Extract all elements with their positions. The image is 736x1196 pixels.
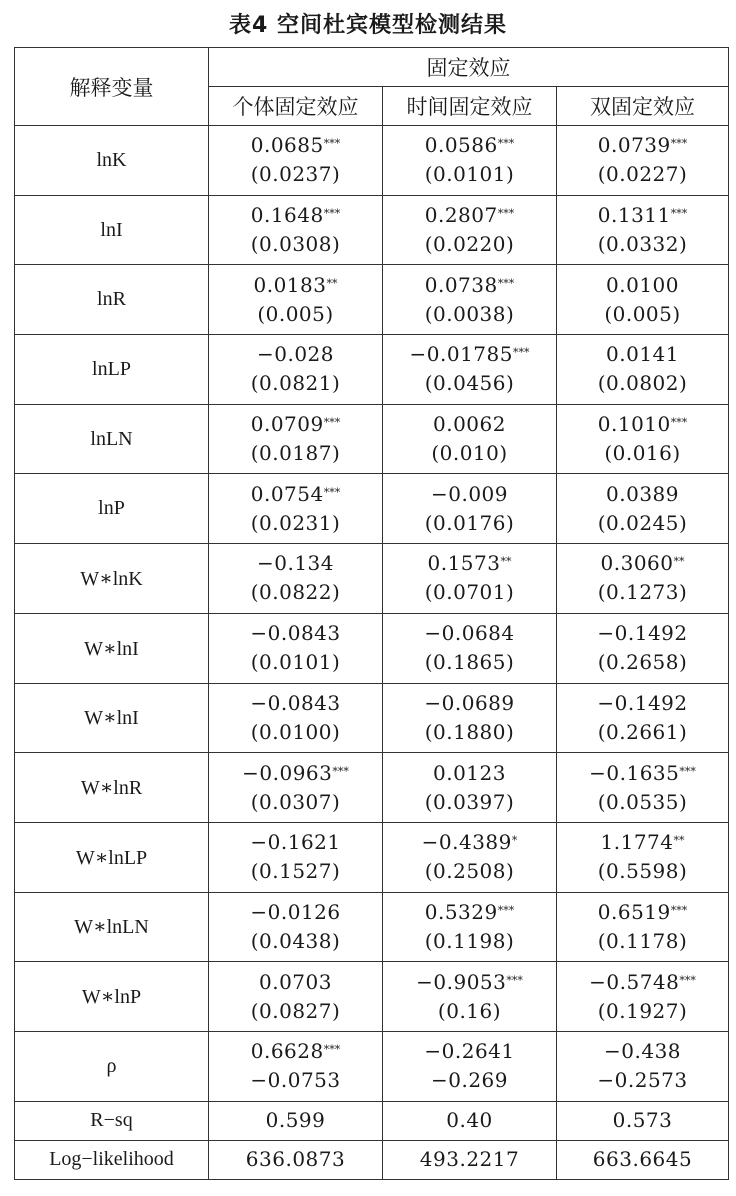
standard-error-value: (0.005) <box>604 301 681 326</box>
table-row <box>15 474 729 544</box>
standard-error-value: (0.5598) <box>597 859 688 884</box>
significance-stars: *** <box>323 1043 341 1057</box>
table-cell <box>383 126 557 196</box>
summary-cell: 636.0873 <box>209 1140 383 1179</box>
summary-row <box>15 1101 729 1140</box>
coefficient-line <box>383 898 556 927</box>
standard-error-value: (0.010) <box>431 441 508 466</box>
coefficient-line <box>209 759 382 788</box>
table-row <box>15 1031 729 1101</box>
column-header-individual: 个体固定效应 <box>209 87 383 126</box>
standard-error-value: (0.0307) <box>250 789 341 814</box>
table-cell <box>383 613 557 683</box>
table-cell <box>557 474 729 544</box>
coefficient-line <box>383 340 556 369</box>
standard-error-value: (0.16) <box>437 998 502 1023</box>
table-cell <box>557 544 729 614</box>
table-cell <box>383 474 557 544</box>
table-cell <box>209 892 383 962</box>
coefficient-value: −0.438 <box>604 1039 682 1064</box>
standard-error-value: (0.2508) <box>424 859 515 884</box>
table-cell <box>557 613 729 683</box>
significance-stars: *** <box>323 137 341 151</box>
table-cell <box>557 1031 729 1101</box>
coefficient-value: 0.6628 <box>250 1039 324 1064</box>
summary-cell: 493.2217 <box>383 1140 557 1179</box>
significance-stars: ** <box>673 834 685 848</box>
row-variable-name: W∗lnLP <box>15 822 209 892</box>
significance-stars: *** <box>323 416 341 430</box>
coefficient-value: 0.0739 <box>597 133 671 158</box>
row-variable-name: ρ <box>15 1031 209 1101</box>
table-cell <box>557 962 729 1032</box>
standard-error-value: (0.0308) <box>250 232 341 257</box>
coefficient-value: −0.028 <box>256 342 334 367</box>
standard-error-value: (0.0220) <box>424 232 515 257</box>
coefficient-line <box>383 619 556 648</box>
coefficient-value: −0.1635 <box>589 760 680 785</box>
standard-error-value: −0.0753 <box>250 1068 341 1093</box>
significance-stars: *** <box>323 485 341 499</box>
coefficient-value: −0.0963 <box>242 760 333 785</box>
table-cell <box>209 613 383 683</box>
coefficient-value: −0.0126 <box>250 899 341 924</box>
standard-error-value: (0.0332) <box>597 232 688 257</box>
coefficient-line <box>209 131 382 160</box>
significance-stars: *** <box>670 207 688 221</box>
coefficient-value: 0.0389 <box>606 481 679 506</box>
table-cell <box>209 404 383 474</box>
coefficient-value: 0.0141 <box>606 342 679 367</box>
coefficient-value: −0.0684 <box>424 621 515 646</box>
coefficient-line <box>209 201 382 230</box>
coefficient-value: 0.1648 <box>250 203 324 228</box>
coefficient-line <box>209 689 382 718</box>
coefficient-line <box>209 1037 382 1066</box>
coefficient-value: 0.0062 <box>433 412 506 437</box>
table-cell <box>209 962 383 1032</box>
summary-row <box>15 1140 729 1179</box>
coefficient-value: 0.0685 <box>250 133 324 158</box>
table-cell <box>209 683 383 753</box>
coefficient-line <box>557 480 728 509</box>
summary-cell: 0.40 <box>383 1101 557 1140</box>
table-cell <box>209 126 383 196</box>
table-cell <box>557 753 729 823</box>
table-cell <box>209 195 383 265</box>
significance-stars: *** <box>332 764 349 778</box>
significance-stars: *** <box>506 973 523 987</box>
row-variable-name: W∗lnR <box>15 753 209 823</box>
table-cell <box>383 335 557 405</box>
coefficient-line <box>383 480 556 509</box>
table-row <box>15 404 729 474</box>
coefficient-value: 0.1573 <box>427 551 501 576</box>
coefficient-line <box>557 1037 728 1066</box>
coefficient-line <box>557 340 728 369</box>
row-variable-name: W∗lnP <box>15 962 209 1032</box>
table-cell <box>209 265 383 335</box>
significance-stars: *** <box>512 346 530 360</box>
standard-error-value: (0.0237) <box>250 162 341 187</box>
coefficient-value: 0.0703 <box>259 969 332 994</box>
standard-error-value: (0.005) <box>257 301 334 326</box>
coefficient-line <box>383 759 556 788</box>
table-row <box>15 613 729 683</box>
standard-error-value: (0.1527) <box>250 859 341 884</box>
standard-error-value: (0.1198) <box>424 928 515 953</box>
table-cell <box>557 195 729 265</box>
significance-stars: *** <box>497 276 515 290</box>
table-cell <box>383 683 557 753</box>
coefficient-line <box>557 759 728 788</box>
coefficient-line <box>383 410 556 439</box>
coefficient-value: 0.0183 <box>253 272 327 297</box>
coefficient-line <box>383 549 556 578</box>
coefficient-line <box>557 968 728 997</box>
standard-error-value: (0.0101) <box>250 650 341 675</box>
standard-error-value: (0.0438) <box>250 928 341 953</box>
coefficient-value: −0.0843 <box>250 690 341 715</box>
table-cell <box>383 962 557 1032</box>
coefficient-line <box>557 619 728 648</box>
standard-error-value: (0.1273) <box>597 580 688 605</box>
table-cell <box>209 544 383 614</box>
standard-error-value: (0.016) <box>604 441 681 466</box>
significance-stars: *** <box>679 764 696 778</box>
var-label-header: 解释变量 <box>15 48 209 126</box>
coefficient-line <box>557 271 728 300</box>
table-cell <box>383 822 557 892</box>
standard-error-value: (0.0187) <box>250 441 341 466</box>
coefficient-line <box>557 201 728 230</box>
standard-error-value: (0.0100) <box>250 719 341 744</box>
coefficient-value: −0.0843 <box>250 621 341 646</box>
coefficient-value: 0.1010 <box>597 412 671 437</box>
standard-error-value: (0.0802) <box>597 371 688 396</box>
coefficient-line <box>557 689 728 718</box>
coefficient-value: 0.0123 <box>433 760 506 785</box>
standard-error-value: (0.0535) <box>597 789 688 814</box>
header-row-group <box>15 48 729 87</box>
significance-stars: ** <box>500 555 512 569</box>
coefficient-value: 0.0100 <box>606 272 679 297</box>
coefficient-line <box>209 619 382 648</box>
coefficient-line <box>557 828 728 857</box>
coefficient-line <box>209 271 382 300</box>
group-label-header: 固定效应 <box>209 48 729 87</box>
standard-error-value: (0.1865) <box>424 650 515 675</box>
table-cell <box>383 265 557 335</box>
standard-error-value: (0.0101) <box>424 162 515 187</box>
standard-error-value: (0.2658) <box>597 650 688 675</box>
table-row <box>15 892 729 962</box>
table-title: 表4 空间杜宾模型检测结果 <box>229 13 507 38</box>
significance-stars: *** <box>497 137 515 151</box>
significance-stars: *** <box>497 207 515 221</box>
coefficient-value: −0.1492 <box>597 621 688 646</box>
coefficient-value: −0.134 <box>256 551 334 576</box>
standard-error-value: (0.0227) <box>597 162 688 187</box>
significance-stars: ** <box>326 276 338 290</box>
summary-cell: 0.573 <box>557 1101 729 1140</box>
coefficient-line <box>383 689 556 718</box>
significance-stars: * <box>511 834 518 848</box>
coefficient-value: −0.01785 <box>409 342 513 367</box>
coefficient-value: 0.0738 <box>424 272 498 297</box>
coefficient-value: −0.0689 <box>424 690 515 715</box>
coefficient-line <box>209 968 382 997</box>
coefficient-value: 0.0709 <box>250 412 324 437</box>
standard-error-value: −0.2573 <box>597 1068 688 1093</box>
standard-error-value: −0.269 <box>430 1068 508 1093</box>
row-variable-name: lnLN <box>15 404 209 474</box>
coefficient-value: 0.1311 <box>597 203 671 228</box>
coefficient-value: 0.6519 <box>597 899 671 924</box>
summary-cell: 0.599 <box>209 1101 383 1140</box>
coefficient-value: −0.2641 <box>424 1039 515 1064</box>
standard-error-value: (0.0821) <box>250 371 341 396</box>
standard-error-value: (0.0456) <box>424 371 515 396</box>
coefficient-line <box>557 131 728 160</box>
table-row <box>15 195 729 265</box>
summary-row-name: R−sq <box>15 1101 209 1140</box>
coefficient-line <box>557 410 728 439</box>
table-cell <box>557 404 729 474</box>
significance-stars: *** <box>670 903 688 917</box>
table-cell <box>557 822 729 892</box>
column-header-time: 时间固定效应 <box>383 87 557 126</box>
coefficient-line <box>383 828 556 857</box>
summary-cell: 663.6645 <box>557 1140 729 1179</box>
coefficient-line <box>383 201 556 230</box>
standard-error-value: (0.1880) <box>424 719 515 744</box>
table-cell <box>209 1031 383 1101</box>
significance-stars: *** <box>679 973 696 987</box>
standard-error-value: (0.0176) <box>424 510 515 535</box>
coefficient-value: −0.009 <box>430 481 508 506</box>
table-row <box>15 962 729 1032</box>
significance-stars: *** <box>670 137 688 151</box>
table-cell <box>383 753 557 823</box>
standard-error-value: (0.0827) <box>250 998 341 1023</box>
table-cell <box>383 195 557 265</box>
table-row <box>15 265 729 335</box>
table-cell <box>383 544 557 614</box>
significance-stars: *** <box>323 207 341 221</box>
standard-error-value: (0.2661) <box>597 719 688 744</box>
table-cell <box>383 1031 557 1101</box>
row-variable-name: W∗lnK <box>15 544 209 614</box>
significance-stars: ** <box>673 555 685 569</box>
table-cell <box>209 753 383 823</box>
row-variable-name: lnR <box>15 265 209 335</box>
coefficient-line <box>209 410 382 439</box>
standard-error-value: (0.1178) <box>597 928 688 953</box>
coefficient-line <box>209 549 382 578</box>
results-table <box>14 47 729 1180</box>
row-variable-name: W∗lnI <box>15 613 209 683</box>
table-row <box>15 335 729 405</box>
coefficient-line <box>209 898 382 927</box>
row-variable-name: W∗lnI <box>15 683 209 753</box>
row-variable-name: lnK <box>15 126 209 196</box>
coefficient-line <box>383 131 556 160</box>
significance-stars: *** <box>497 903 515 917</box>
coefficient-value: 0.5329 <box>424 899 498 924</box>
coefficient-line <box>209 340 382 369</box>
coefficient-value: −0.4389 <box>421 830 512 855</box>
coefficient-value: 0.3060 <box>600 551 674 576</box>
standard-error-value: (0.0701) <box>424 580 515 605</box>
row-variable-name: lnLP <box>15 335 209 405</box>
table-row <box>15 544 729 614</box>
table-cell <box>209 822 383 892</box>
coefficient-value: −0.1492 <box>597 690 688 715</box>
row-variable-name: W∗lnLN <box>15 892 209 962</box>
table-cell <box>209 474 383 544</box>
table-cell <box>557 892 729 962</box>
coefficient-line <box>209 480 382 509</box>
coefficient-value: 0.0754 <box>250 481 324 506</box>
row-variable-name: lnP <box>15 474 209 544</box>
significance-stars: *** <box>670 416 688 430</box>
coefficient-line <box>383 968 556 997</box>
table-cell <box>557 335 729 405</box>
standard-error-value: (0.0245) <box>597 510 688 535</box>
table-cell <box>383 892 557 962</box>
row-variable-name: lnI <box>15 195 209 265</box>
table-row <box>15 126 729 196</box>
table-cell <box>209 335 383 405</box>
table-row <box>15 822 729 892</box>
table-cell <box>557 683 729 753</box>
standard-error-value: (0.1927) <box>597 998 688 1023</box>
column-header-two-way: 双固定效应 <box>557 87 729 126</box>
table-cell <box>557 265 729 335</box>
table-cell <box>383 404 557 474</box>
coefficient-line <box>383 271 556 300</box>
coefficient-value: 0.2807 <box>424 203 498 228</box>
coefficient-value: 0.0586 <box>424 133 498 158</box>
table-row <box>15 683 729 753</box>
coefficient-value: −0.5748 <box>589 969 680 994</box>
coefficient-value: −0.1621 <box>250 830 341 855</box>
table-cell <box>557 126 729 196</box>
standard-error-value: (0.0231) <box>250 510 341 535</box>
summary-row-name: Log−likelihood <box>15 1140 209 1179</box>
coefficient-value: 1.1774 <box>600 830 674 855</box>
table-row <box>15 753 729 823</box>
coefficient-line <box>209 828 382 857</box>
coefficient-line <box>383 1037 556 1066</box>
standard-error-value: (0.0038) <box>424 301 515 326</box>
coefficient-line <box>557 549 728 578</box>
standard-error-value: (0.0397) <box>424 789 515 814</box>
standard-error-value: (0.0822) <box>250 580 341 605</box>
coefficient-value: −0.9053 <box>416 969 507 994</box>
coefficient-line <box>557 898 728 927</box>
